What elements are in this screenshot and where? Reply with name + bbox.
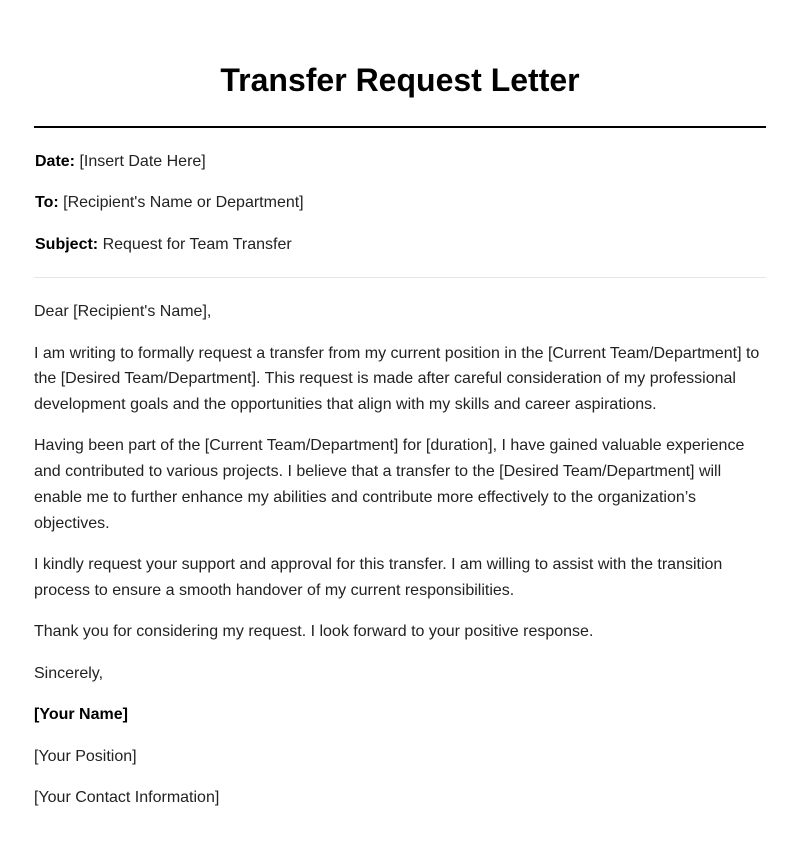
subject-value: Request for Team Transfer xyxy=(102,236,292,253)
body-paragraph: Thank you for considering my request. I look forward to your positive response. xyxy=(34,623,594,641)
letter-title: Transfer Request Letter xyxy=(220,62,580,98)
signature-contact: [Your Contact Information] xyxy=(34,789,220,807)
subject-label: Subject: xyxy=(35,236,99,253)
body-paragraph: Having been part of the [Current Team/Department] for [duration], I have gained valuable experience and contributed to various projects. I believe that a transfer to the [Desired Team/Department] will enable me to further enhance my abilities and contribute more effectively to the organization’s objectives. xyxy=(34,437,745,532)
subject-line xyxy=(35,235,765,255)
date-label: Date: xyxy=(35,153,76,170)
to-value: [Recipient's Name or Department] xyxy=(63,194,304,211)
body-paragraph: I kindly request your support and approval for this transfer. I am willing to assist with the transition process to ensure a smooth handover of my current responsibilities. xyxy=(34,556,723,599)
signature-name: [Your Name] xyxy=(34,706,128,724)
title-divider xyxy=(34,126,766,128)
to-label: To: xyxy=(35,194,59,211)
date-line xyxy=(35,152,765,172)
greeting: Dear [Recipient's Name], xyxy=(34,303,212,320)
closing: Sincerely, xyxy=(34,664,104,682)
date-value: [Insert Date Here] xyxy=(79,153,206,170)
signature-position: [Your Position] xyxy=(34,747,137,765)
header-divider xyxy=(34,277,766,278)
body-paragraph: I am writing to formally request a transfer from my current position in the [Current Team/Department] to the [Desired Team/Department]. This request is made after careful consideration of my professional development goals and the opportunities that align with my skills and career aspirations. xyxy=(34,344,760,413)
letter-body xyxy=(34,299,768,827)
recipient-line xyxy=(35,193,765,213)
